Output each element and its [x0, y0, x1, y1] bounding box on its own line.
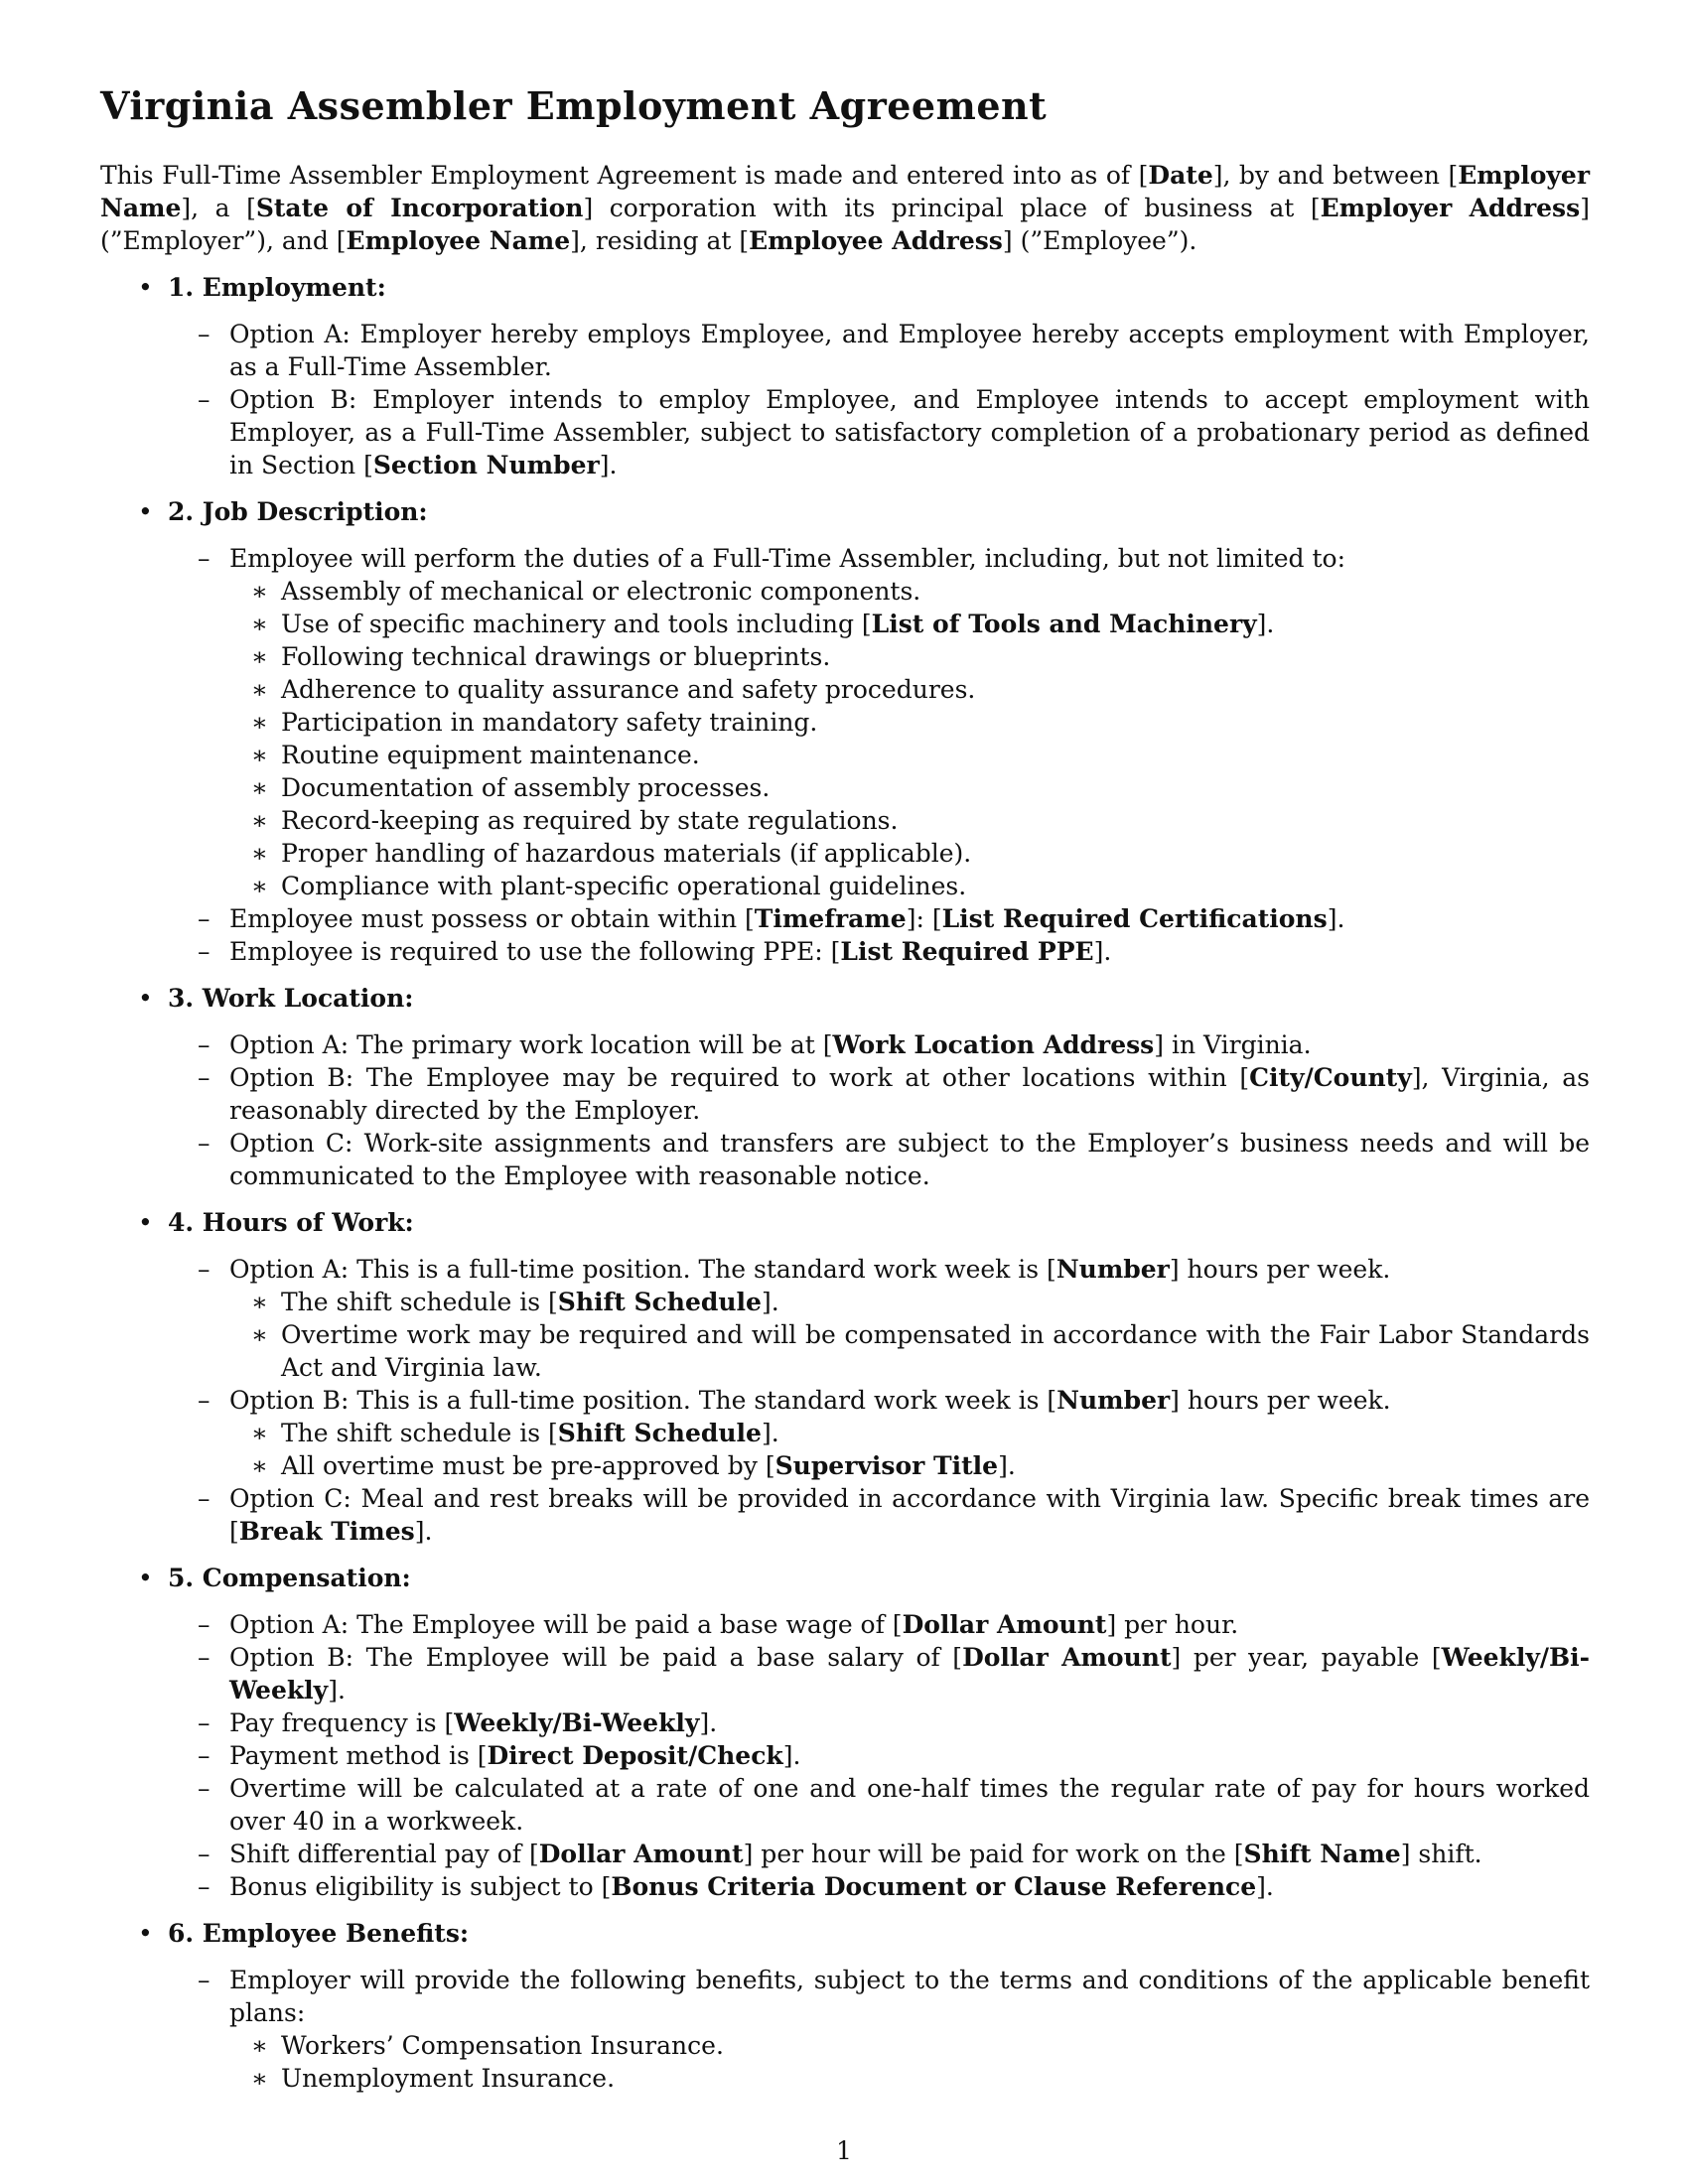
clause-text — [229, 1708, 717, 1737]
text-run: Employee is required to use the following PPE: [ — [229, 936, 841, 966]
section-items — [168, 542, 1590, 968]
placeholder-field: Shift Name — [1243, 1839, 1401, 1868]
text-run: Following technical drawings or blueprints. — [281, 641, 831, 671]
asterisk-icon: ∗ — [251, 609, 268, 638]
text-run: Option B: Employer intends to employ Employee, and Employee intends to accept employment with Employer, as a Full-Time Assembler, subject to satisfactory completion of a probationary period as defined in Section [ — [229, 384, 1590, 479]
text-run: Use of specific machinery and tools including [ — [281, 609, 872, 638]
text-run: ]. — [1256, 1871, 1274, 1901]
text-run: Pay frequency is [ — [229, 1707, 455, 1737]
sub-item — [251, 608, 1590, 640]
section-items — [168, 1608, 1590, 1903]
text-run: ]. — [699, 1707, 718, 1737]
sub-item — [251, 837, 1590, 870]
section-list — [100, 271, 1590, 2095]
text-run: Option A: Employer hereby employs Employee, and Employee hereby accepts employment with Employer, as a Full-Time Assembler. — [229, 319, 1590, 381]
text-run: Workers’ Compensation Insurance. — [281, 2030, 724, 2060]
text-run: Option A: The primary work location will be at [ — [229, 1029, 833, 1059]
text-run: This Full-Time Assembler Employment Agreement is made and entered into as of [ — [100, 160, 1149, 190]
dash-icon: – — [198, 543, 211, 573]
document-title: Virginia Assembler Employment Agreement — [100, 83, 1048, 128]
asterisk-icon: ∗ — [251, 2063, 268, 2093]
placeholder-field: Employer Name — [100, 160, 1590, 222]
text-run: Option B: The Employee may be required to work at other locations within [ — [229, 1062, 1250, 1092]
placeholder-field: Dollar Amount — [962, 1642, 1172, 1672]
sub-item-text — [281, 675, 975, 704]
clause-text — [229, 1872, 1274, 1901]
clause-text — [229, 1255, 1390, 1284]
dash-icon: – — [198, 1740, 211, 1770]
bullet-icon: • — [138, 272, 153, 302]
placeholder-field: Dollar Amount — [902, 1609, 1107, 1639]
clause-item — [198, 902, 1590, 935]
clause-item — [198, 1641, 1590, 1706]
page-number: 1 — [836, 2136, 852, 2165]
text-run: ] (”Employer”), and [ — [100, 193, 1590, 255]
section-title: 2. Job Description: — [168, 496, 428, 526]
sub-item-text — [281, 741, 700, 769]
text-run: Employee must possess or obtain within [ — [229, 903, 755, 933]
text-run: Option B: The Employee will be paid a base salary of [ — [229, 1642, 963, 1672]
placeholder-field: Timeframe — [754, 903, 907, 933]
clause-text — [229, 1386, 1391, 1415]
sub-item-text — [281, 610, 1274, 638]
text-run: Routine equipment maintenance. — [281, 740, 700, 769]
placeholder-field: State of Incorporation — [255, 193, 584, 222]
asterisk-icon: ∗ — [251, 838, 268, 868]
sub-item-text — [281, 708, 817, 737]
sub-item — [251, 739, 1590, 771]
clause-item — [198, 1870, 1590, 1903]
clause-item — [198, 1061, 1590, 1127]
intro-paragraph — [100, 159, 1590, 257]
clause-item — [198, 1739, 1590, 1772]
sub-item-text — [281, 2031, 724, 2060]
dash-icon: – — [198, 1254, 211, 1284]
text-run: Adherence to quality assurance and safety procedures. — [281, 674, 976, 704]
section-title: 4. Hours of Work: — [168, 1207, 414, 1237]
sub-item-text — [281, 1419, 779, 1447]
text-run: ]: [ — [906, 903, 942, 933]
text-run: ] per hour. — [1106, 1609, 1239, 1639]
text-run: ] (”Employee”). — [1002, 225, 1197, 255]
clause-item — [198, 1608, 1590, 1641]
section-6 — [100, 1917, 1590, 2095]
sub-item-text — [281, 1288, 779, 1316]
placeholder-field: City/County — [1249, 1062, 1412, 1092]
section-2 — [100, 495, 1590, 968]
placeholder-field: Number — [1055, 1254, 1170, 1284]
dash-icon: – — [198, 1839, 211, 1868]
placeholder-field: Number — [1056, 1385, 1171, 1415]
text-run: ] per hour will be paid for work on the [ — [743, 1839, 1244, 1868]
clause-text — [229, 1484, 1590, 1546]
bullet-icon: • — [138, 1207, 153, 1237]
text-run: ] per year, payable [ — [1171, 1642, 1442, 1672]
sub-item — [251, 1286, 1590, 1318]
clause-item — [198, 383, 1590, 481]
clause-item — [198, 1964, 1590, 2095]
clause-text — [229, 1741, 800, 1770]
asterisk-icon: ∗ — [251, 576, 268, 606]
clause-item — [198, 542, 1590, 902]
text-run: ]. — [599, 450, 618, 479]
text-run: Option B: This is a full-time position. The standard work week is [ — [229, 1385, 1057, 1415]
asterisk-icon: ∗ — [251, 1287, 268, 1316]
text-run: Documentation of assembly processes. — [281, 772, 771, 802]
text-run: ]. — [998, 1450, 1016, 1480]
asterisk-icon: ∗ — [251, 772, 268, 802]
text-run: Proper handling of hazardous materials (if applicable). — [281, 838, 972, 868]
sub-item-text — [281, 642, 830, 671]
clause-text — [229, 1030, 1312, 1059]
placeholder-field: Employee Address — [749, 225, 1003, 255]
section-items — [168, 1964, 1590, 2095]
sub-item-text — [281, 839, 971, 868]
text-run: ] hours per week. — [1169, 1254, 1391, 1284]
section-1 — [100, 271, 1590, 481]
dash-icon: – — [198, 1871, 211, 1901]
clause-text — [229, 904, 1344, 933]
text-run: ]. — [1327, 903, 1345, 933]
clause-item — [198, 1384, 1590, 1482]
text-run: Option A: The Employee will be paid a base wage of [ — [229, 1609, 903, 1639]
dash-icon: – — [198, 1773, 211, 1803]
text-run: ], a [ — [181, 193, 256, 222]
dash-icon: – — [198, 384, 211, 414]
sub-item-text — [281, 872, 966, 900]
bullet-icon: • — [138, 1918, 153, 1948]
asterisk-icon: ∗ — [251, 1319, 268, 1349]
dash-icon: – — [198, 1128, 211, 1158]
section-5 — [100, 1562, 1590, 1903]
asterisk-icon: ∗ — [251, 1418, 268, 1447]
placeholder-field: Work Location Address — [832, 1029, 1155, 1059]
text-run: ] shift. — [1400, 1839, 1482, 1868]
sub-item-text — [281, 806, 898, 835]
text-run: Record-keeping as required by state regulations. — [281, 805, 899, 835]
text-run: Compliance with plant-specific operational guidelines. — [281, 871, 967, 900]
section-3 — [100, 982, 1590, 1192]
asterisk-icon: ∗ — [251, 805, 268, 835]
text-run: Payment method is [ — [229, 1740, 488, 1770]
dash-icon: – — [198, 903, 211, 933]
text-run: ], Virginia, as reasonably directed by the Employer. — [229, 1062, 1590, 1125]
sub-list — [229, 2029, 1590, 2095]
asterisk-icon: ∗ — [251, 871, 268, 900]
text-run: Participation in mandatory safety training. — [281, 707, 818, 737]
dash-icon: – — [198, 1642, 211, 1672]
clause-text — [229, 1129, 1590, 1190]
text-run: Option A: This is a full-time position. The standard work week is [ — [229, 1254, 1056, 1284]
sub-item — [251, 771, 1590, 804]
text-run: ]. — [1093, 936, 1112, 966]
asterisk-icon: ∗ — [251, 1450, 268, 1480]
section-4 — [100, 1206, 1590, 1548]
placeholder-field: Shift Schedule — [557, 1287, 762, 1316]
clause-text — [229, 1840, 1482, 1868]
asterisk-icon: ∗ — [251, 641, 268, 671]
section-items — [168, 1253, 1590, 1548]
text-run: ]. — [328, 1675, 346, 1705]
text-run: ]. — [761, 1287, 779, 1316]
clause-item — [198, 1706, 1590, 1739]
text-run: Employer will provide the following benefits, subject to the terms and conditions of the applicable benefit plans: — [229, 1965, 1590, 2027]
text-run: ], residing at [ — [570, 225, 750, 255]
clause-text — [229, 1063, 1590, 1125]
dash-icon: – — [198, 1483, 211, 1513]
bullet-icon: • — [138, 496, 153, 526]
sub-item — [251, 1417, 1590, 1449]
sub-item-text — [281, 1451, 1016, 1480]
sub-item-text — [281, 1320, 1590, 1382]
clause-item — [198, 1127, 1590, 1192]
sub-item — [251, 575, 1590, 608]
text-run: Option C: Work-site assignments and transfers are subject to the Employer’s business needs and will be communicated to the Employee with reasonable notice. — [229, 1128, 1590, 1190]
section-title: 6. Employee Benefits: — [168, 1918, 470, 1948]
text-run: All overtime must be pre-approved by [ — [281, 1450, 775, 1480]
document-page — [100, 83, 1590, 2109]
sub-item-text — [281, 577, 920, 606]
text-run: ] in Virginia. — [1154, 1029, 1312, 1059]
sub-item — [251, 2062, 1590, 2095]
text-run: ]. — [761, 1418, 779, 1447]
clause-text — [229, 1643, 1590, 1705]
dash-icon: – — [198, 1965, 211, 1994]
clause-text — [229, 1966, 1590, 2027]
dash-icon: – — [198, 1029, 211, 1059]
clause-item — [198, 1772, 1590, 1838]
placeholder-field: Break Times — [238, 1516, 415, 1546]
placeholder-field: Weekly/Bi-Weekly — [229, 1642, 1590, 1705]
text-run: ] hours per week. — [1170, 1385, 1391, 1415]
text-run: ] corporation with its principal place of business at [ — [583, 193, 1321, 222]
sub-item — [251, 870, 1590, 902]
dash-icon: – — [198, 936, 211, 966]
placeholder-field: List of Tools and Machinery — [871, 609, 1257, 638]
asterisk-icon: ∗ — [251, 707, 268, 737]
text-run: ], by and between [ — [1212, 160, 1459, 190]
asterisk-icon: ∗ — [251, 740, 268, 769]
sub-item — [251, 1318, 1590, 1384]
clause-text — [229, 320, 1590, 381]
placeholder-field: Employer Address — [1320, 193, 1581, 222]
text-run: Option C: Meal and rest breaks will be provided in accordance with Virginia law. Specific break times are [ — [229, 1483, 1590, 1546]
text-run: Overtime work may be required and will be compensated in accordance with the Fair Labor Standards Act and Virginia law. — [281, 1319, 1590, 1382]
bullet-icon: • — [138, 983, 153, 1013]
text-run: Assembly of mechanical or electronic components. — [281, 576, 921, 606]
placeholder-field: Direct Deposit/Check — [487, 1740, 783, 1770]
clause-text — [229, 1774, 1590, 1836]
section-title: 3. Work Location: — [168, 983, 414, 1013]
sub-list — [229, 575, 1590, 902]
text-run: The shift schedule is [ — [281, 1418, 558, 1447]
section-title: 5. Compensation: — [168, 1563, 411, 1592]
placeholder-field: Shift Schedule — [557, 1418, 762, 1447]
asterisk-icon: ∗ — [251, 674, 268, 704]
clause-text — [229, 385, 1590, 479]
dash-icon: – — [198, 1609, 211, 1639]
placeholder-field: Section Number — [372, 450, 600, 479]
placeholder-field: Bonus Criteria Document or Clause Reference — [611, 1871, 1257, 1901]
sub-item — [251, 640, 1590, 673]
dash-icon: – — [198, 1707, 211, 1737]
text-run: Bonus eligibility is subject to [ — [229, 1871, 612, 1901]
clause-text — [229, 544, 1345, 573]
text-run: The shift schedule is [ — [281, 1287, 558, 1316]
dash-icon: – — [198, 319, 211, 348]
sub-item-text — [281, 2064, 615, 2093]
dash-icon: – — [198, 1062, 211, 1092]
clause-item — [198, 1482, 1590, 1548]
sub-item — [251, 1449, 1590, 1482]
section-items — [168, 318, 1590, 481]
sub-item — [251, 804, 1590, 837]
clause-item — [198, 1253, 1590, 1384]
placeholder-field: Weekly/Bi-Weekly — [454, 1707, 700, 1737]
text-run: ]. — [1256, 609, 1275, 638]
sub-item — [251, 2029, 1590, 2062]
placeholder-field: List Required PPE — [840, 936, 1094, 966]
clause-item — [198, 1028, 1590, 1061]
text-run: ]. — [414, 1516, 433, 1546]
placeholder-field: Dollar Amount — [538, 1839, 744, 1868]
placeholder-field: List Required Certifications — [941, 903, 1328, 933]
bullet-icon: • — [138, 1563, 153, 1592]
section-items — [168, 1028, 1590, 1192]
text-run: Overtime will be calculated at a rate of one and one-half times the regular rate of pay for hours worked over 40 in a workweek. — [229, 1773, 1590, 1836]
text-run: Shift differential pay of [ — [229, 1839, 539, 1868]
sub-item-text — [281, 773, 770, 802]
text-run: Unemployment Insurance. — [281, 2063, 616, 2093]
placeholder-field: Employee Name — [346, 225, 571, 255]
sub-item — [251, 706, 1590, 739]
text-run: ]. — [782, 1740, 801, 1770]
placeholder-field: Supervisor Title — [774, 1450, 999, 1480]
clause-text — [229, 937, 1111, 966]
asterisk-icon: ∗ — [251, 2030, 268, 2060]
clause-text — [229, 1610, 1238, 1639]
clause-item — [198, 1838, 1590, 1870]
sub-item — [251, 673, 1590, 706]
sub-list — [229, 1417, 1590, 1482]
sub-list — [229, 1286, 1590, 1384]
dash-icon: – — [198, 1385, 211, 1415]
clause-item — [198, 318, 1590, 383]
clause-item — [198, 935, 1590, 968]
text-run: Employee will perform the duties of a Full-Time Assembler, including, but not limited to: — [229, 543, 1346, 573]
section-title: 1. Employment: — [168, 272, 386, 302]
placeholder-field: Date — [1148, 160, 1213, 190]
